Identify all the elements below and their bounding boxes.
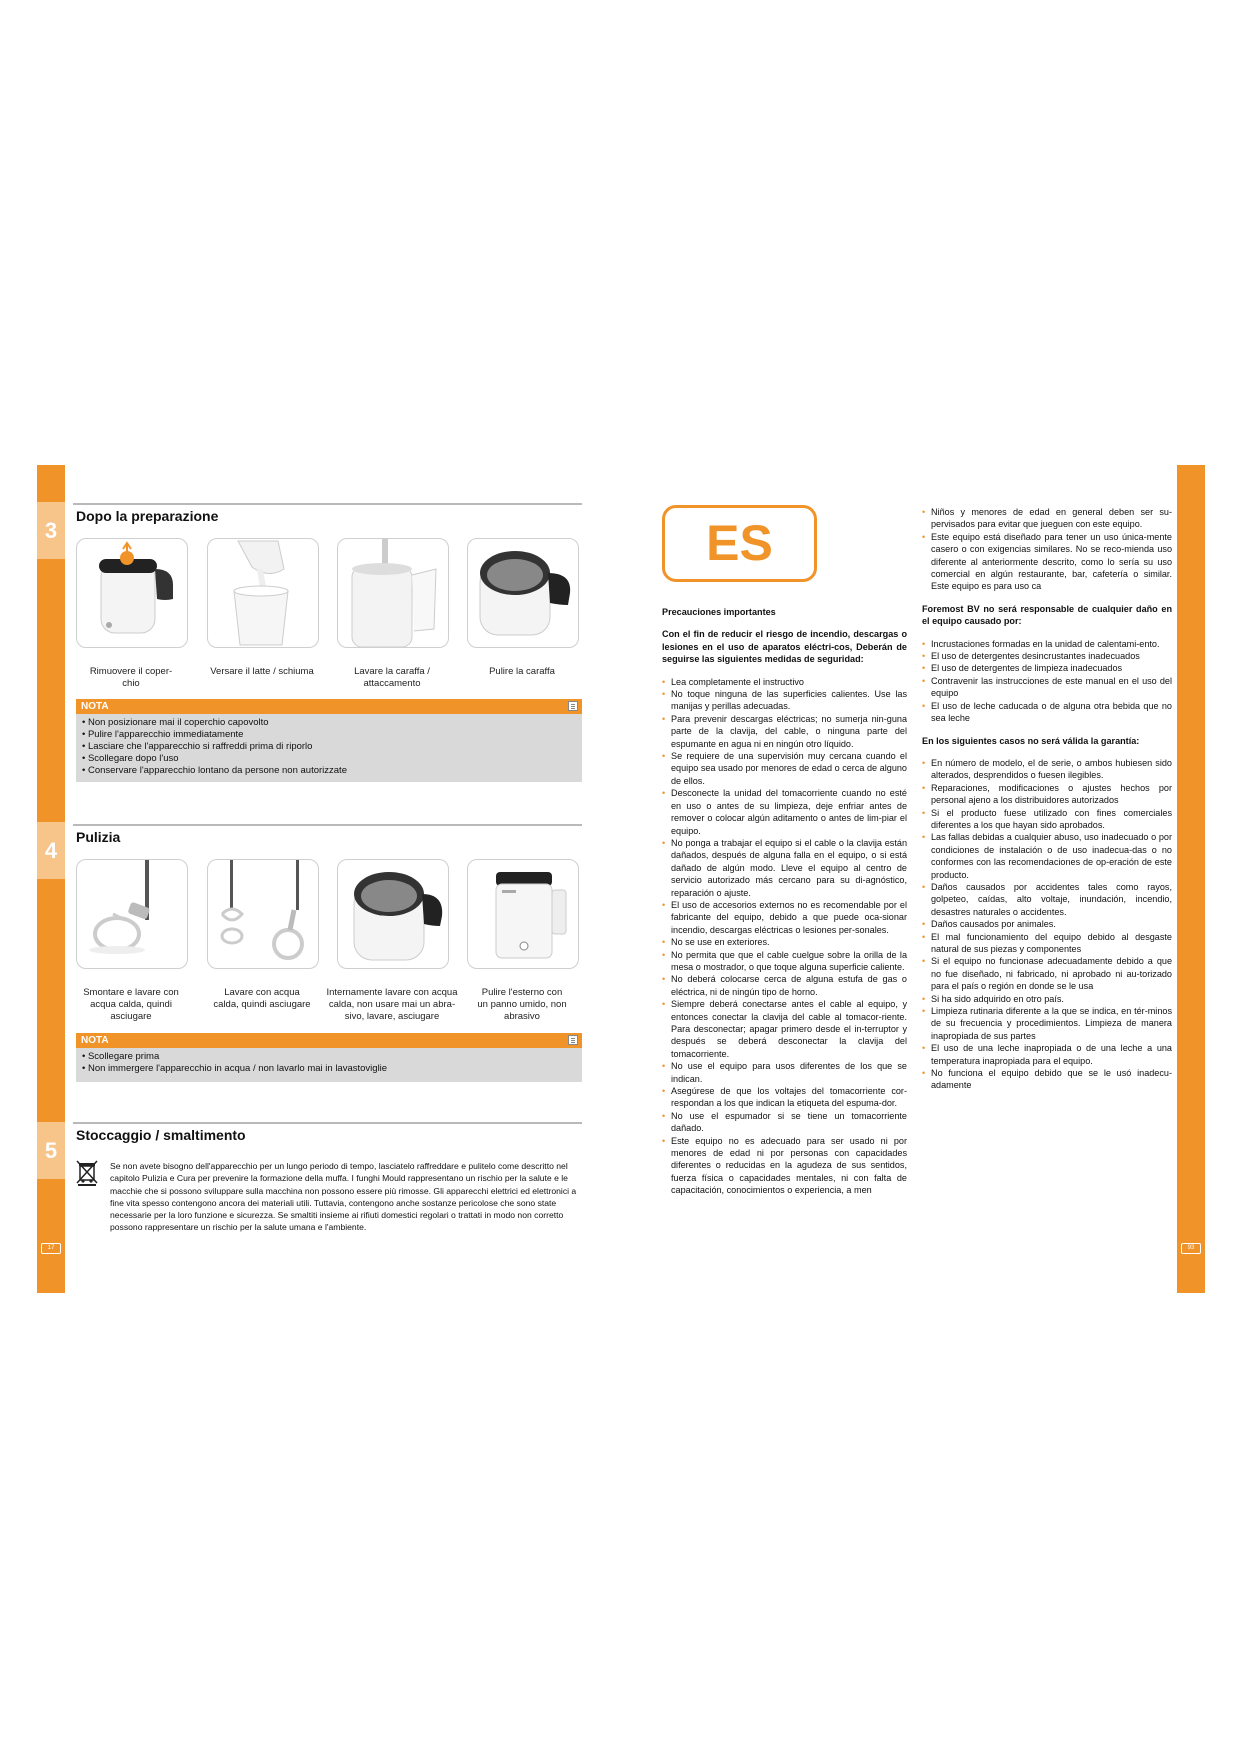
frother-exterior-image <box>467 859 579 969</box>
section-number-5: 5 <box>37 1122 65 1179</box>
section-number-3: 3 <box>37 502 65 559</box>
caption-clean-carafe: Pulire la caraffa <box>489 666 555 677</box>
nota-item: • Pulire l'apparecchio immediatamente <box>82 729 576 741</box>
carafe-interior-image <box>337 859 449 969</box>
nota-item: • Scollegare dopo l'uso <box>82 753 576 765</box>
list-item: • Asegúrese de que los voltajes del tomacorriente cor-respondan a los que indican la etiqueta del espuma-dor. <box>662 1085 907 1110</box>
es-column-1 <box>662 606 907 1197</box>
caption-wash-carafe: Lavare la caraffa / attaccamento <box>354 666 430 689</box>
list-item: • No permita que que el cable cuelgue sobre la orilla de la mesa o mostrador, o que toque alguna superficie caliente. <box>662 949 907 974</box>
liability-heading: Foremost BV no será responsable de cualquier daño en el equipo causado por: <box>922 603 1172 627</box>
nota-header-4 <box>76 1033 582 1048</box>
document-icon <box>568 701 578 711</box>
list-item: • Este equipo no es adecuado para ser usado ni por menores de edad ni por personas con capacidades diferentes o reducidas en la agudeza de sus sentidos, fuerza física o capacidades mentales, ni con falta de capacitación, conocimientos o experiencia, a men <box>662 1135 907 1197</box>
list-item: • No use el equipo para usos diferentes de los que se indican. <box>662 1060 907 1085</box>
list-item: • Este equipo está diseñado para tener un uso única-mente casero o con exigencias similares. No se reco-mienda uso diferente al anteriormente descrito, como lo sería su uso comercial en algún restaurante, bar, cafetería o similar. Este equipo es para uso ca <box>922 531 1172 593</box>
list-item: • No funciona el equipo debido que se le usó inadecu-adamente <box>922 1067 1172 1092</box>
section-3-title: Dopo la preparazione <box>76 508 219 524</box>
washing-carafe-image <box>337 538 449 648</box>
list-item: • Las fallas debidas a cualquier abuso, uso inadecuado o por condiciones de instalación o de uso inadecua-das o no conformes con las recomendaciones de op-eración de este producto. <box>922 831 1172 881</box>
cleaning-carafe-image <box>467 538 579 648</box>
caption-wash-inside: Internamente lavare con acqua calda, non usare mai un abra- sivo, lavare, asciugare <box>326 987 458 1022</box>
whisks-washing-image <box>207 859 319 969</box>
list-item: • Niños y menores de edad en general deben ser su-pervisados para evitar que jueguen con este equipo. <box>922 506 1172 531</box>
document-icon <box>568 1035 578 1045</box>
list-item: • Daños causados por accidentes tales como rayos, golpeteo, caídas, alto voltaje, inundación, incendio, desastres naturales o accidentes. <box>922 881 1172 918</box>
list-item: • Desconecte la unidad del tomacorriente cuando no esté en uso o antes de su limpieza, deje enfriar antes de remover o colocar algún aditamento o antes de lim-piar el equipo. <box>662 787 907 837</box>
list-item: • No toque ninguna de las superficies calientes. Use las manijas y perillas adecuadas. <box>662 688 907 713</box>
nota-label: NOTA <box>81 701 109 712</box>
nota-item: • Non immergere l'apparecchio in acqua / non lavarlo mai in lavastoviglie <box>82 1063 576 1075</box>
list-item: • El uso de una leche inapropiada o de una leche a una temperatura inapropiada para el equipo. <box>922 1042 1172 1067</box>
list-item: • Siempre deberá conectarse antes el cable al equipo, y entonces conectar la clavija del cable al tomacor-riente. Para desconectar; apagar primero desde el in-terruptor y después se deberá desconectar la clavija del tomacorriente. <box>662 998 907 1060</box>
list-item: • Reparaciones, modificaciones o ajustes hechos por personal ajeno a los distribuidores autorizados <box>922 782 1172 807</box>
warranty-heading: En los siguientes casos no será válida la garantía: <box>922 735 1140 746</box>
list-item: • Daños causados por animales. <box>922 918 1172 930</box>
nota-item: • Non posizionare mai il coperchio capovolto <box>82 717 576 729</box>
caption-wash-hot-water: Lavare con acqua calda, quindi asciugare <box>213 987 311 1010</box>
list-item: • No deberá colocarse cerca de alguna estufa de gas o eléctrica, ni de ningún tipo de horno. <box>662 973 907 998</box>
left-page-number: 17 <box>41 1243 61 1254</box>
section-number-4: 4 <box>37 822 65 879</box>
right-page-number: 93 <box>1181 1243 1201 1254</box>
section-3-rule <box>73 503 582 505</box>
list-item: • Limpieza rutinaria diferente a la que se indica, en tér-minos de su frecuencia y procedimientos. Limpieza de manera inapropiada de sus partes <box>922 1005 1172 1042</box>
list-item: • Para prevenir descargas eléctricas; no sumerja nin-guna parte de la clavija, del cable, o ninguna parte del espumante en agua ni en ningún otro líquido. <box>662 713 907 750</box>
language-code: ES <box>706 515 773 571</box>
pouring-milk-image <box>207 538 319 648</box>
precautions-heading: Precauciones importantes <box>662 607 776 617</box>
section-5-title: Stoccaggio / smaltimento <box>76 1127 246 1143</box>
section-4-title: Pulizia <box>76 829 121 845</box>
language-badge <box>662 505 817 582</box>
es-column-2 <box>922 506 1172 1092</box>
list-item: • El uso de accesorios externos no es recomendable por el fabricante del equipo, debido a que puede oca-sionar incendio, descargas eléctricas o lesiones per-sonales. <box>662 899 907 936</box>
list-item: • No se use en exteriores. <box>662 936 907 948</box>
list-item: • Si ha sido adquirido en otro país. <box>922 993 1172 1005</box>
section-4-rule <box>73 824 582 826</box>
list-item: • El uso de detergentes de limpieza inadecuados <box>922 662 1172 674</box>
list-item: • No use el espumador si se tiene un tomacorriente dañado. <box>662 1110 907 1135</box>
list-item: • Incrustaciones formadas en la unidad de calentami-ento. <box>922 638 1172 650</box>
storage-disposal-text: Se non avete bisogno dell'apparecchio per un lungo periodo di tempo, lasciatelo raffreddare e pulitelo come descritto nel capitolo Pulizia e Cura per prevenire la formazione della muffa. I funghi Mould rappresentano un rischio per la salute e le macchie che si possono sviluppare sulla macchina non possono essere più rimosse. Gli apparecchi elettrici ed elettronici a fine vita spesso contengono ancora dei materiali utili. Tuttavia, contengono anche sostanze pericolose che sono state necessarie per la loro funzione e sicurezza. Se smaltiti insieme ai rifiuti domestici regolari o trattati in modo non corretto possono rappresentare un rischio per la salute umana e l'ambiente. <box>110 1161 577 1233</box>
list-item: • Lea completamente el instructivo <box>662 676 907 688</box>
weee-bin-icon <box>76 1160 98 1186</box>
list-item: • No ponga a trabajar el equipo si el cable o la clavija están dañados, después de alguna falla en el equipo, o si está dañado de algún modo. Lleve el equipo al centro de servicio autorizado más cercano para su di-agnóstico, reparación o ajuste. <box>662 837 907 899</box>
section-5-rule <box>73 1122 582 1124</box>
list-item: • En número de modelo, el de serie, o ambos hubiesen sido alterados, desprendidos o fuesen ilegibles. <box>922 757 1172 782</box>
list-item: • El mal funcionamiento del equipo debido al desgaste natural de sus piezas y componentes <box>922 931 1172 956</box>
caption-remove-lid: Rimuovere il coper- chio <box>89 666 173 689</box>
nota-item: • Conservare l'apparecchio lontano da persone non autorizzate <box>82 765 576 777</box>
right-page-sidebar <box>1177 465 1205 1293</box>
nota-body-3 <box>76 714 582 782</box>
list-item: • El uso de leche caducada o de alguna otra bebida que no sea leche <box>922 700 1172 725</box>
list-item: • Se requiere de una supervisión muy cercana cuando el equipo sea usado por menores de edad o cerca de alguno de ellos. <box>662 750 907 787</box>
nota-item: • Lasciare che l'apparecchio si raffreddi prima di riporlo <box>82 741 576 753</box>
safety-intro: Con el fin de reducir el riesgo de incendio, descargas o lesiones en el uso de aparatos eléctri-cos, Deberán de seguirse las siguientes medidas de seguridad: <box>662 629 907 665</box>
caption-pour-milk: Versare il latte / schiuma <box>210 666 314 677</box>
list-item: • Contravenir las instrucciones de este manual en el uso del equipo <box>922 675 1172 700</box>
nota-header-3 <box>76 699 582 714</box>
caption-clean-outside: Pulire l'esterno con un panno umido, non abrasivo <box>477 987 567 1022</box>
caption-disassemble-wash: Smontare e lavare con acqua calda, quindi asciugare <box>83 987 179 1022</box>
nota-label: NOTA <box>81 1035 109 1046</box>
whisk-disassembly-image <box>76 859 188 969</box>
frother-lid-removal-image <box>76 538 188 648</box>
list-item: • El uso de detergentes desincrustantes inadecuados <box>922 650 1172 662</box>
list-item: • Si el producto fuese utilizado con fines comerciales diferentes a los que hayan sido aprobados. <box>922 807 1172 832</box>
list-item: • Si el equipo no funcionase adecuadamente debido a que no fue diseñado, ni fabricado, ni aprobado ni au-torizado para el país o región en donde se le usa <box>922 955 1172 992</box>
nota-item: • Scollegare prima <box>82 1051 576 1063</box>
nota-body-4 <box>76 1048 582 1082</box>
